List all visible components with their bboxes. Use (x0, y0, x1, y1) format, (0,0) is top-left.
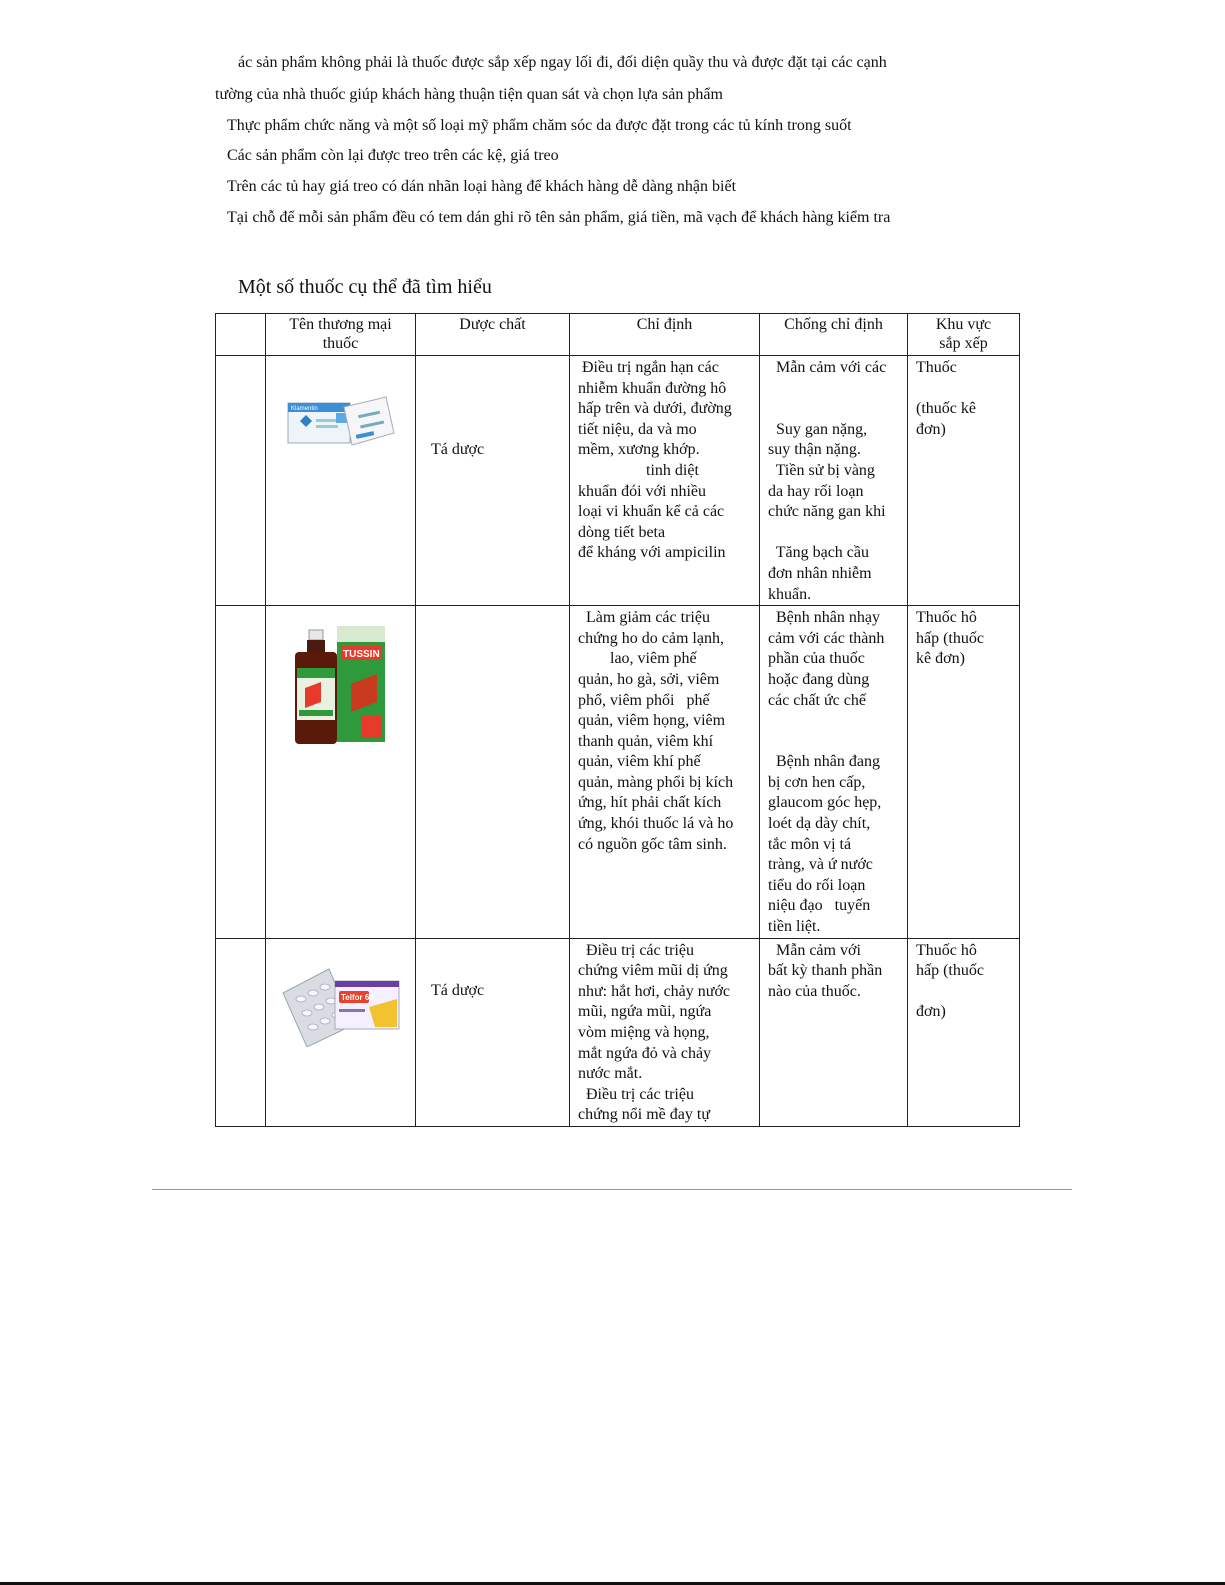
substance-cell: Tá dược (416, 938, 570, 1126)
contraindication-cell: Mẫn cảm với các Suy gan nặng, suy thận nặng. Tiền sử bị vàng da hay rối loạn chức năng gan khi Tăng bạch cầu đơn nhân nhiễm khuẩn. (760, 356, 908, 606)
area-cell: Thuốc hô hấp (thuốc kê đơn) (908, 606, 1020, 939)
telfor-blister-image (279, 963, 403, 1047)
table-row (216, 356, 1020, 606)
tussin-label: TUSSIN (342, 649, 380, 661)
indication-cell: Làm giảm các triệu chứng ho do cảm lạnh, lao, viêm phế quản, ho gà, sởi, viêm phổ, viêm phổi phế quản, viêm họng, viêm thanh quản, viêm khí quản, viêm khí phế quản, màng phổi bị kích ứng, hít phải chất kích ứng, khói thuốc lá và ho có nguồn gốc tâm sinh. (570, 606, 760, 939)
header-indication: Chỉ định (570, 314, 760, 356)
indication-cell: Điều trị ngắn hạn các nhiễm khuẩn đường hô hấp trên và dưới, đường tiết niệu, da và mo mềm, xương khớp. tinh diệt khuẩn đói với nhiều loại vi khuẩn kể cả các dòng tiết beta để kháng với ampicilin (570, 356, 760, 606)
product-image-cell (266, 938, 416, 1126)
contraindication-cell: Mẫn cảm với bất kỳ thanh phần nào của thuốc. (760, 938, 908, 1126)
row-index-cell (216, 356, 266, 606)
product-image-cell (266, 606, 416, 939)
header-index (216, 314, 266, 356)
page-divider (152, 1189, 1072, 1190)
section-title: Một số thuốc cụ thể đã tìm hiểu (238, 276, 492, 298)
contraindication-cell: Bệnh nhân nhạy cảm với các thành phần của thuốc hoặc đang dùng các chất ức chế Bệnh nhân đang bị cơn hen cấp, glaucom góc hẹp, loét dạ dày chít, tắc môn vị tá tràng, và ứ nước tiểu do rối loạn niệu đạo tuyến tiền liệt. (760, 606, 908, 939)
intro-line-1: ác sản phẩm không phải là thuốc được sắp xếp ngay lối đi, đối diện quầy thu và được đặt tại các cạnh (238, 54, 887, 71)
row-index-cell (216, 606, 266, 939)
area-cell: Thuốc (thuốc kê đơn) (908, 356, 1020, 606)
intro-line-4: Các sản phẩm còn lại được treo trên các kệ, giá treo (227, 147, 559, 164)
intro-line-2: tường của nhà thuốc giúp khách hàng thuận tiện quan sát và chọn lựa sản phẩm (215, 86, 723, 103)
row-index-cell (216, 938, 266, 1126)
product-image-cell (266, 356, 416, 606)
header-contraindication: Chống chỉ định (760, 314, 908, 356)
intro-line-3: Thực phẩm chức năng và một số loại mỹ phẩm chăm sóc da được đặt trong các tủ kính trong suốt (227, 117, 852, 134)
table-row (216, 606, 1020, 939)
substance-cell (416, 606, 570, 939)
table-row (216, 938, 1020, 1126)
indication-cell: Điều trị các triệu chứng viêm mũi dị ứng như: hắt hơi, chảy nước mũi, ngứa mũi, ngứa vòm miệng và họng, mắt ngứa đỏ và chảy nước mắt. Điều trị các triệu chứng nổi mề đay tự (570, 938, 760, 1126)
intro-line-5: Trên các tủ hay giá treo có dán nhãn loại hàng để khách hàng dễ dàng nhận biết (227, 178, 737, 195)
klamentin-box-image (286, 393, 396, 453)
substance-cell: Tá dược (416, 356, 570, 606)
header-trade-name: Tên thương mại thuốc (266, 314, 416, 356)
header-area: Khu vực sắp xếp (908, 314, 1020, 356)
header-substance: Dược chất (416, 314, 570, 356)
area-cell: Thuốc hô hấp (thuốc đơn) (908, 938, 1020, 1126)
drug-table (215, 313, 1020, 1127)
telfor-label: Telfor 60 (340, 992, 374, 1002)
intro-line-6: Tại chỗ để mỗi sản phẩm đều có tem dán ghi rõ tên sản phẩm, giá tiền, mã vạch để khách hàng kiểm tra (227, 209, 891, 226)
tussin-syrup-image (291, 624, 391, 748)
table-header-row (216, 314, 1020, 356)
klamentin-label: Klamentin (290, 406, 318, 412)
